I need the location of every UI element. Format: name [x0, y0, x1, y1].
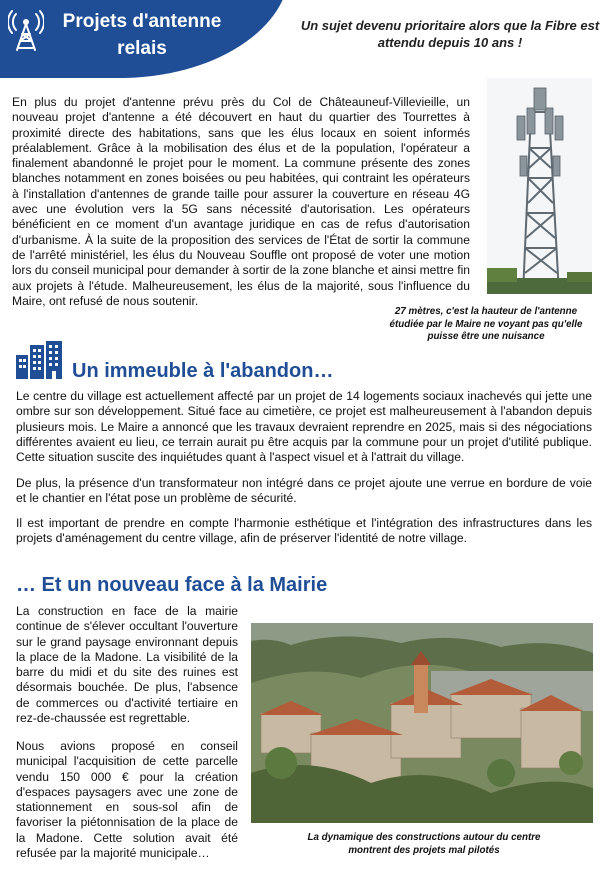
buildings-icon — [16, 341, 62, 379]
mairie-paragraph-2: Nous avions proposé en conseil municipal l'acquisition de cette parcelle vendu 150 000 € pour la création d'espaces paysagers avec une zone de stationnement en sous-sol afin de favoriser la piétonnisation de la place de la Madone. Cette solution avait été refusée par la majorité municipale… — [16, 739, 238, 861]
antenna-paragraph: En plus du projet d'antenne prévu près du Col de Châteauneuf-Villevieille, un nouveau projet d'antenne a été découvert en haut du quartier des Tourrettes à proximité directe des habitations, sans que les élus locaux en soient informés préalablement. Grâce à la mobilisation des élus et de la population, l'opérateur a finalement abandonné le projet pour le moment. La commune présente des zones blanches notamment en zones boisées ou peu habitées, qui contraint les opérateurs à l'installation d'antennes de grande taille pour assurer la couverture en réseau 4G avec une évolution vers la 5G sans nécessité d'autorisation. Les opérateurs bénéficient en ce moment d'un avantage juridique en cas de refus d'autorisation d'urbanisme. À la suite de la proposition des services de l'État de sortir la commune de l'arrêté ministériel, les élus du Nouveau Souffle ont proposé de voter une motion lors du conseil municipal pour demander à sortir de la zone blanche et ainsi mettre fin aux projets à l'étude. Malheureusement, les élus de la majorité, sous l'influence du Maire, ont refusé de nous soutenir. — [12, 95, 470, 308]
antenna-tower-icon — [8, 8, 44, 52]
antenna-tower-photo — [487, 78, 592, 294]
immeuble-paragraph-2: De plus, la présence d'un transformateur non intégré dans ce projet ajoute une verrue en bordure de voie et le chantier en l'état pose un problème de sécurité. — [16, 476, 592, 506]
tagline: Un sujet devenu prioritaire alors que la Fibre est attendu depuis 10 ans ! — [300, 18, 600, 50]
tower-caption: 27 mètres, c'est la hauteur de l'antenne étudiée par le Maire ne voyant pas qu'elle puisse être une nuisance — [389, 306, 583, 342]
village-caption: La dynamique des constructions autour du centre montrent des projets mal pilotés — [307, 832, 541, 856]
village-photo — [251, 623, 593, 823]
page-title: Projets d'antenne relais — [62, 11, 222, 59]
mairie-paragraph-1: La construction en face de la mairie continue de s'élever occultant l'ouverture sur le grand paysage environnant depuis la place de la Madone. La visibilité de la barre du midi et du site des ruines est désormais bouchée. De plus, l'absence de commerces ou d'activité tertiaire en rez-de-chaussée est regrettable. — [16, 604, 238, 726]
immeuble-paragraph-3: Il est important de prendre en compte l'harmonie esthétique et l'intégration des infrastructures dans les projets d'aménagement du centre village, afin de préserver l'identité de notre village. — [16, 516, 592, 546]
section-title-immeuble: Un immeuble à l'abandon… — [72, 360, 334, 382]
section-title-mairie: … Et un nouveau face à la Mairie — [16, 574, 328, 596]
immeuble-paragraph-1: Le centre du village est actuellement affecté par un projet de 14 logements sociaux inachevés qui jette une ombre sur son développement. Situé face au cimetière, ce projet est malheureusement à l'abandon depuis plusieurs mois. Le Maire a annoncé que les travaux devraient reprendre en 2025, mais si des négociations différentes avaient eu lieu, ce terrain aurait pu être acquis par la commune pour un projet d'utilité publique. Cette situation suscite des inquiétudes quant à l'aspect visuel et à l'attrait du village. — [16, 389, 592, 465]
